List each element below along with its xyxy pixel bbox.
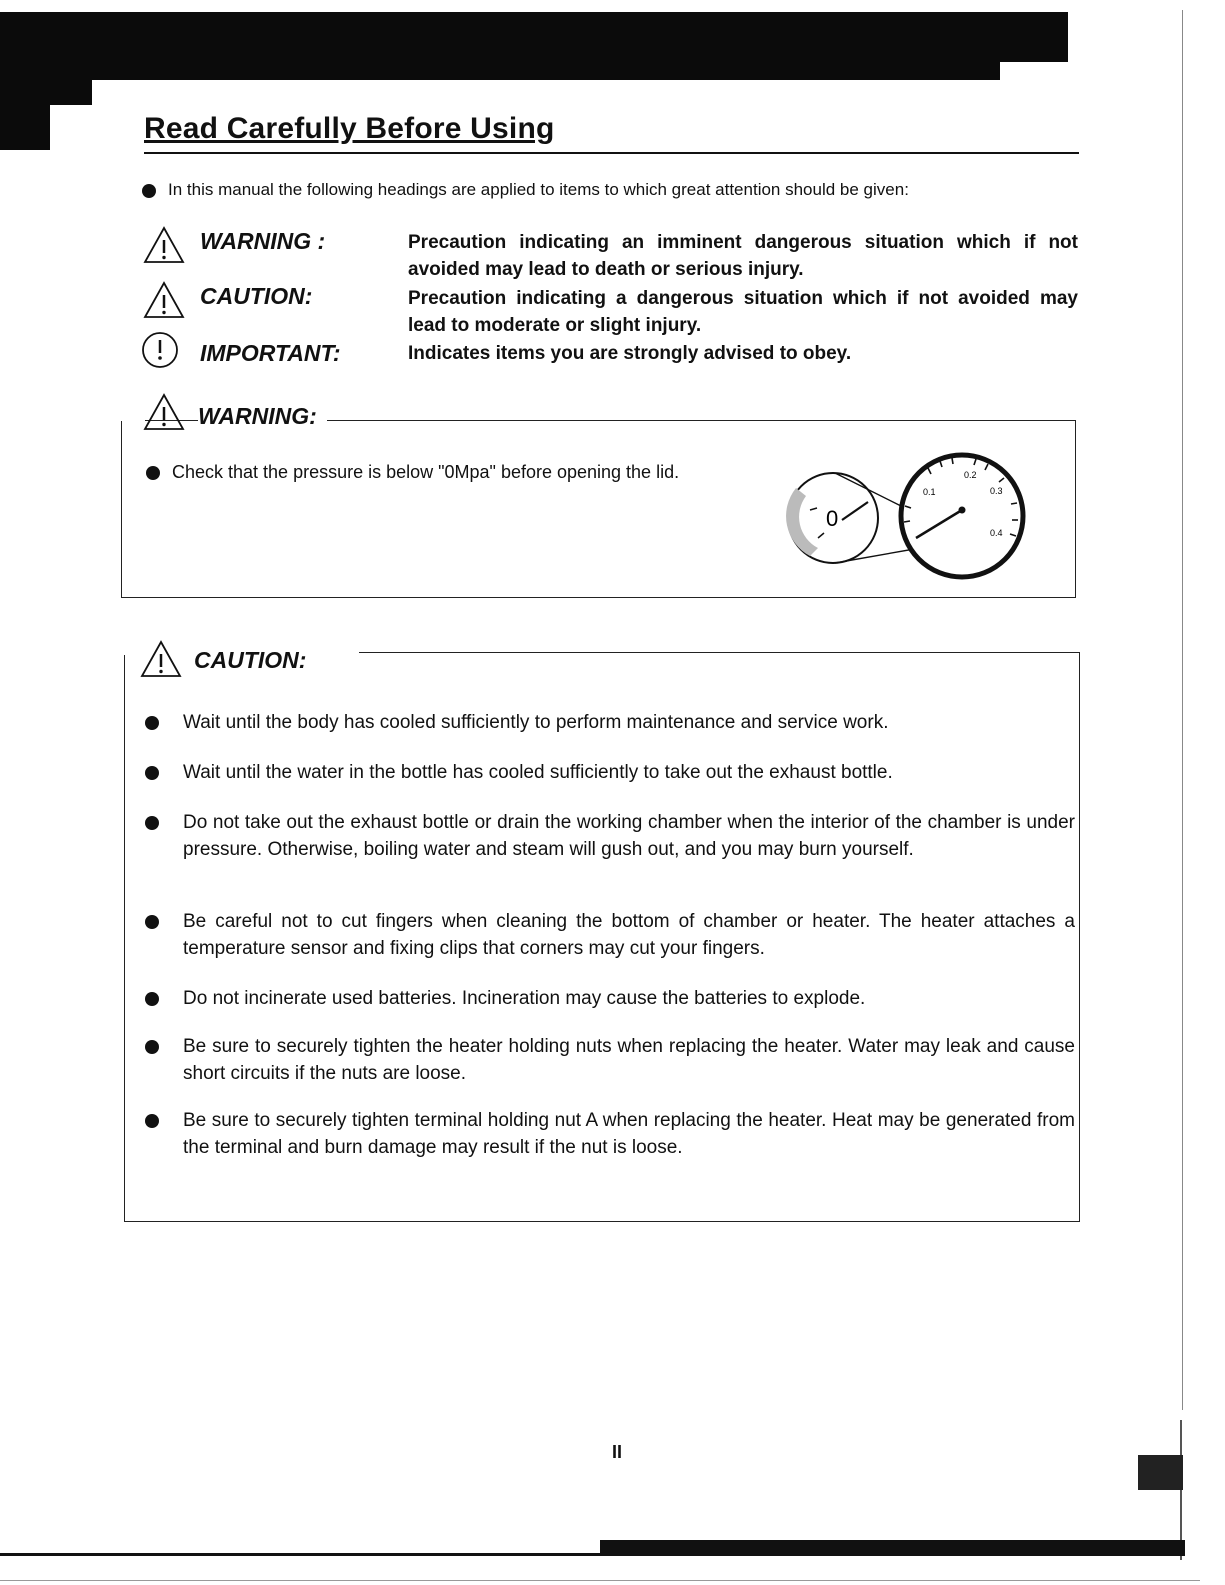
pressure-gauge-illustration [780, 448, 1030, 583]
scan-edge-line [0, 1580, 1200, 1581]
bullet-icon [145, 766, 159, 780]
gauge-zero-label: 0 [826, 506, 839, 531]
bullet-icon [145, 1114, 159, 1128]
scan-top-bar [0, 100, 50, 150]
legend-definition-important: Indicates items you are strongly advised to obey. [408, 343, 852, 364]
caution-box-title: CAUTION: [194, 647, 316, 674]
warning-triangle-icon [143, 226, 185, 264]
scan-bottom-bar [600, 1540, 1185, 1554]
warning-triangle-icon [143, 281, 185, 319]
intro-line [142, 180, 909, 200]
scan-edge-line [1182, 10, 1183, 1410]
caution-item-text: Do not take out the exhaust bottle or drain the working chamber when the interior of the chamber is under pressure. Otherwise, boiling water and steam will gush out, and you may burn yourself. [183, 812, 1075, 860]
legend-term-caution: CAUTION: [200, 283, 313, 309]
warning-box-item [146, 462, 679, 483]
bullet-icon [142, 184, 156, 198]
bullet-icon [145, 816, 159, 830]
scan-top-bar [0, 55, 1000, 80]
legend-term-important: IMPORTANT: [200, 340, 341, 366]
warning-triangle-icon [140, 640, 182, 678]
page-title: Read Carefully Before Using [144, 112, 555, 145]
legend-term-warning: WARNING : [200, 228, 326, 254]
exclamation-circle-icon [140, 330, 180, 370]
scan-smudge [1138, 1455, 1183, 1490]
caution-item-text: Wait until the water in the bottle has cooled sufficiently to take out the exhaust bottle. [183, 762, 893, 783]
gauge-label: 0.4 [990, 528, 1003, 538]
legend-definition-warning: Precaution indicating an imminent dangerous situation which if not avoided may lead to death or serious injury. [408, 232, 1078, 280]
gauge-label: 0.1 [923, 487, 936, 497]
gauge-label: 0.3 [990, 486, 1003, 496]
bullet-icon [145, 992, 159, 1006]
gauge-label: 0.2 [964, 470, 977, 480]
bullet-icon [145, 915, 159, 929]
bullet-icon [145, 1040, 159, 1054]
legend-definition-caution: Precaution indicating a dangerous situation which if not avoided may lead to moderate or slight injury. [408, 288, 1078, 336]
warning-triangle-icon [143, 393, 185, 431]
page-number: II [612, 1442, 623, 1462]
caution-item-text: Be sure to securely tighten the heater holding nuts when replacing the heater. Water may leak and cause short circuits if the nuts are loose. [183, 1036, 1075, 1084]
caution-item-text: Be sure to securely tighten terminal holding nut A when replacing the heater. Heat may be generated from the terminal and burn damage may result if the nut is loose. [183, 1110, 1075, 1158]
caution-item-text: Be careful not to cut fingers when cleaning the bottom of chamber or heater. The heater attaches a temperature sensor and fixing clips that corners may cut your fingers. [183, 911, 1075, 959]
title-rule [144, 152, 1079, 154]
warning-box-title: WARNING: [198, 403, 327, 430]
caution-item-text: Do not incinerate used batteries. Incineration may cause the batteries to explode. [183, 988, 866, 1009]
bullet-icon [146, 466, 160, 480]
scan-edge-line [1180, 1420, 1182, 1560]
bullet-icon [145, 716, 159, 730]
caution-item-text: Wait until the body has cooled sufficiently to perform maintenance and service work. [183, 712, 889, 733]
scan-bottom-bar [0, 1553, 1185, 1556]
intro-text: In this manual the following headings are applied to items to which great attention should be given: [168, 180, 909, 199]
warning-box-item-text: Check that the pressure is below "0Mpa" before opening the lid. [172, 462, 680, 482]
